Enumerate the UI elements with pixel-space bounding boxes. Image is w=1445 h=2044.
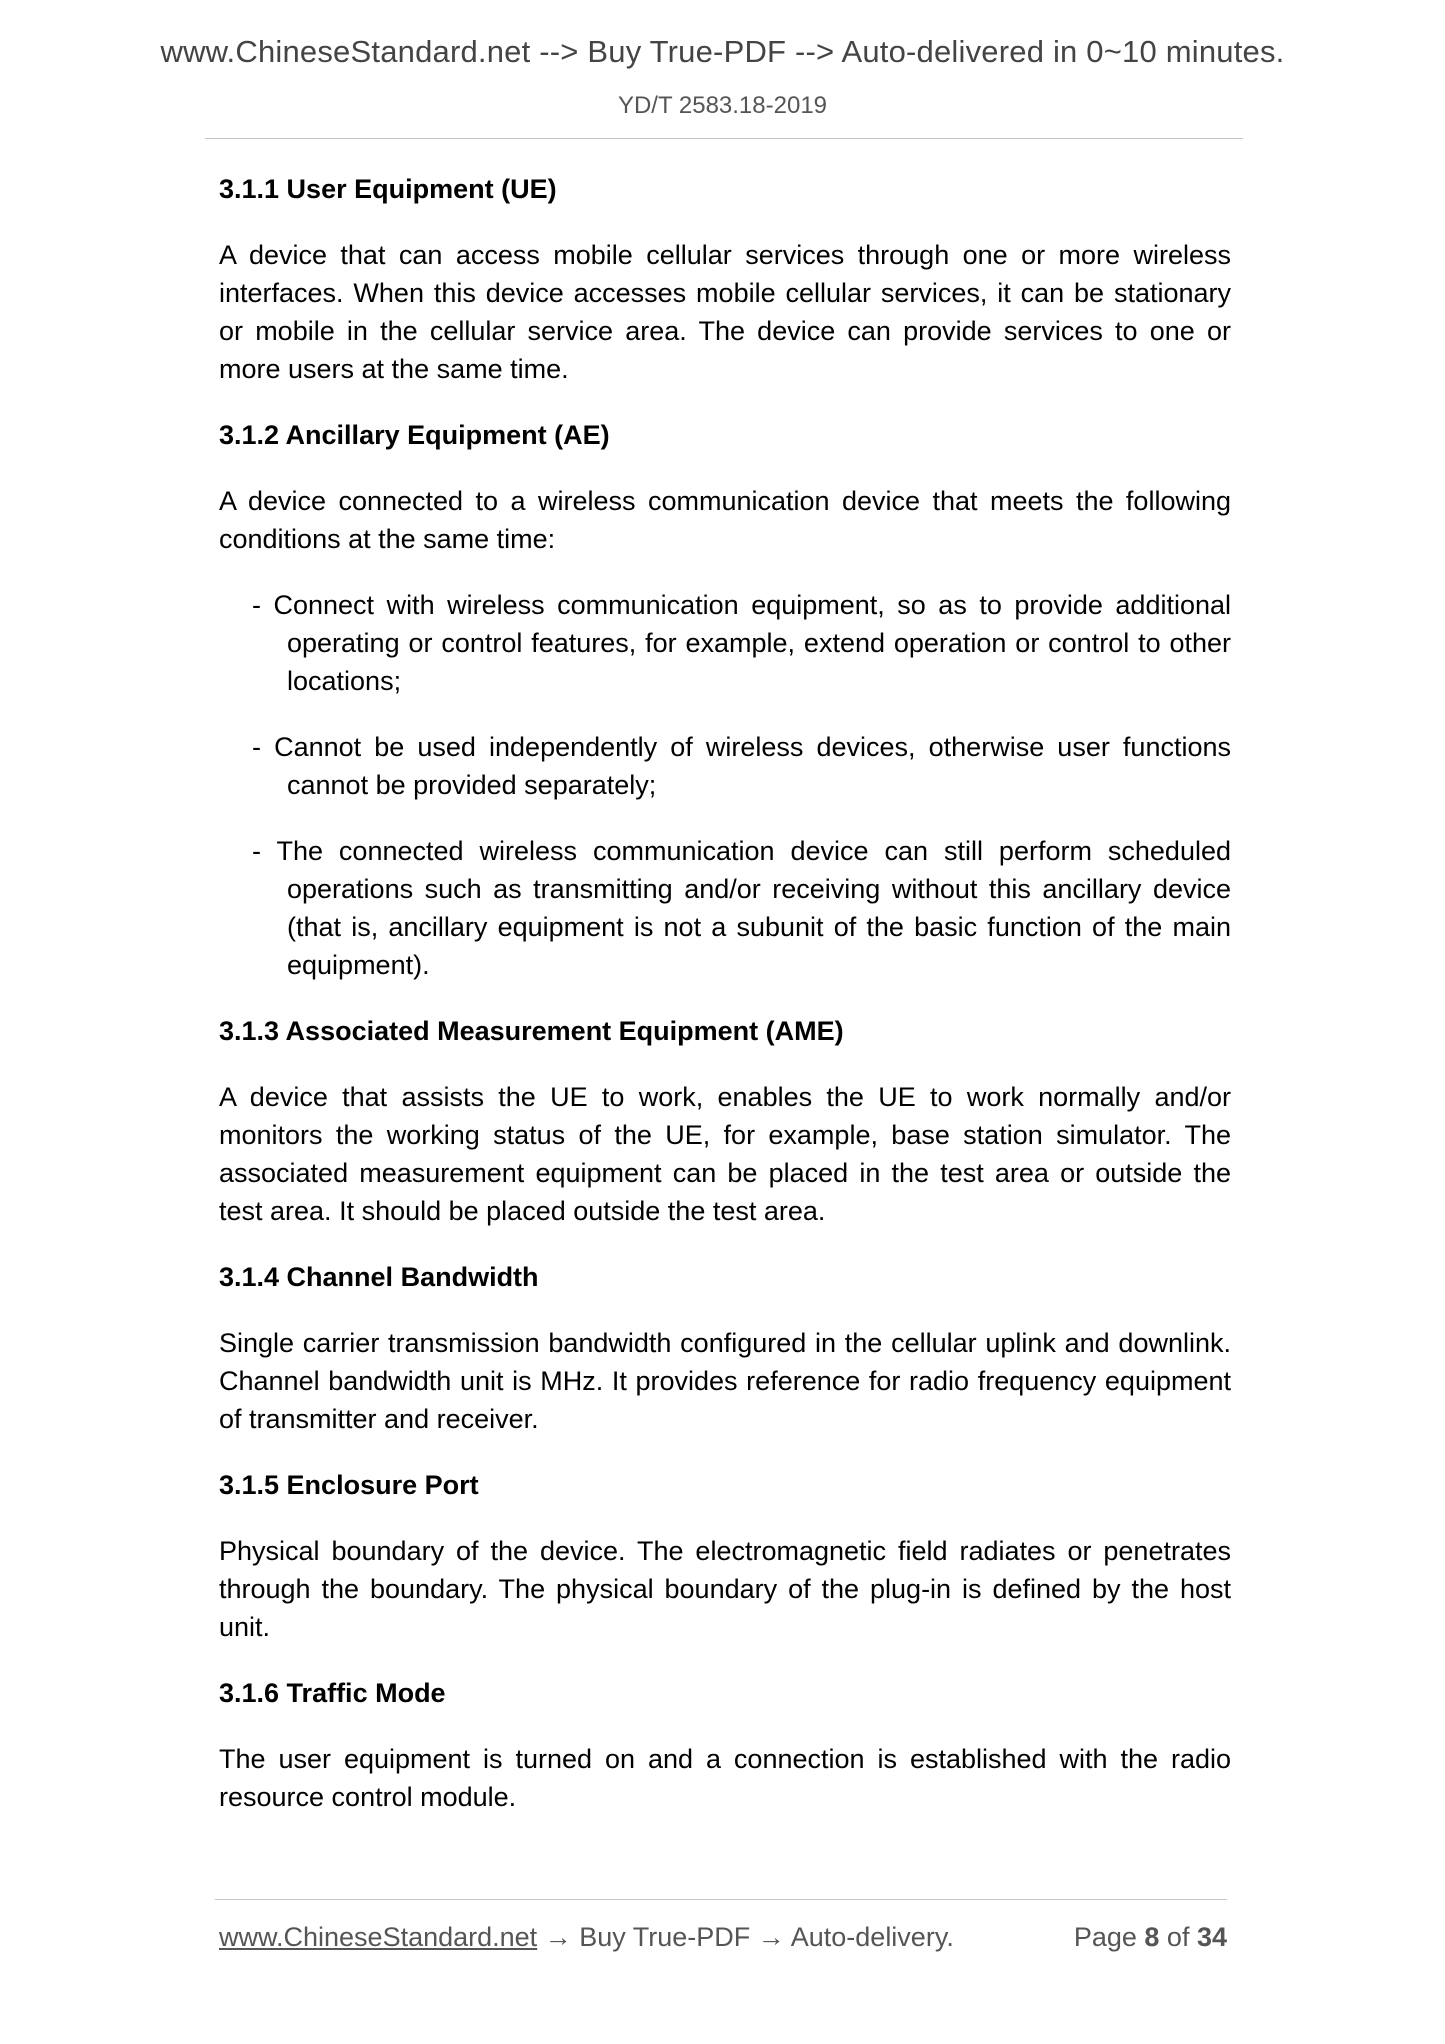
section-heading: 3.1.3 Associated Measurement Equipment (AME) xyxy=(219,1016,844,1046)
page-label: Page xyxy=(1073,1922,1145,1952)
section-heading: 3.1.4 Channel Bandwidth xyxy=(219,1262,539,1292)
section-user-equipment xyxy=(219,170,1231,388)
list-item: - Connect with wireless communication equipment, so as to provide additional operating or control features, for example, extend operation or control to other locations; xyxy=(252,590,1231,696)
section-paragraph: A device that assists the UE to work, enables the UE to work normally and/or monitors the working status of the UE, for example, base station simulator. The associated measurement equipment can be placed in the test area or outside the test area. It should be placed outside the test area. xyxy=(219,1082,1231,1226)
list-item: - The connected wireless communication device can still perform scheduled operations such as transmitting and/or receiving without this ancillary device (that is, ancillary equipment is not a subunit of the basic function of the main equipment). xyxy=(252,836,1231,980)
section-paragraph: Physical boundary of the device. The electromagnetic field radiates or penetrates through the boundary. The physical boundary of the plug-in is defined by the host unit. xyxy=(219,1536,1231,1642)
section-heading: 3.1.2 Ancillary Equipment (AE) xyxy=(219,420,610,450)
page-current: 8 xyxy=(1144,1922,1160,1952)
page-total: 34 xyxy=(1196,1922,1227,1952)
footer-site-link[interactable]: www.ChineseStandard.net xyxy=(219,1922,538,1952)
page-of: of xyxy=(1159,1922,1197,1952)
footer-promo xyxy=(219,1918,954,1956)
document-code: YD/T 2583.18-2019 xyxy=(617,92,828,119)
document-body xyxy=(219,170,1231,1844)
list-item: - Cannot be used independently of wireless devices, otherwise user functions cannot be provided separately; xyxy=(252,732,1231,800)
section-paragraph: A device connected to a wireless communication device that meets the following conditions at the same time: xyxy=(219,486,1231,554)
section-channel-bandwidth xyxy=(219,1258,1231,1438)
footer-divider xyxy=(215,1899,1227,1900)
section-associated-measurement-equipment xyxy=(219,1012,1231,1230)
condition-list xyxy=(219,586,1231,984)
page-number xyxy=(1074,1918,1227,1956)
section-paragraph: A device that can access mobile cellular services through one or more wireless interfaces. When this device accesses mobile cellular services, it can be stationary or mobile in the cellular service area. The device can provide services to one or more users at the same time. xyxy=(219,240,1231,384)
section-heading: 3.1.1 User Equipment (UE) xyxy=(219,174,557,204)
section-heading: 3.1.5 Enclosure Port xyxy=(219,1470,479,1500)
section-traffic-mode xyxy=(219,1674,1231,1816)
section-heading: 3.1.6 Traffic Mode xyxy=(219,1678,446,1708)
footer-promo-text: → Buy True-PDF → Auto-delivery. xyxy=(537,1922,954,1952)
top-banner: www.ChineseStandard.net --> Buy True-PDF --> Auto-delivered in 0~10 minutes. xyxy=(160,34,1285,69)
section-ancillary-equipment xyxy=(219,416,1231,984)
header-divider xyxy=(205,138,1243,139)
section-paragraph: The user equipment is turned on and a connection is established with the radio resource control module. xyxy=(219,1744,1231,1812)
section-paragraph: Single carrier transmission bandwidth configured in the cellular uplink and downlink. Channel bandwidth unit is MHz. It provides reference for radio frequency equipment of transmitter and receiver. xyxy=(219,1328,1231,1434)
section-enclosure-port xyxy=(219,1466,1231,1646)
